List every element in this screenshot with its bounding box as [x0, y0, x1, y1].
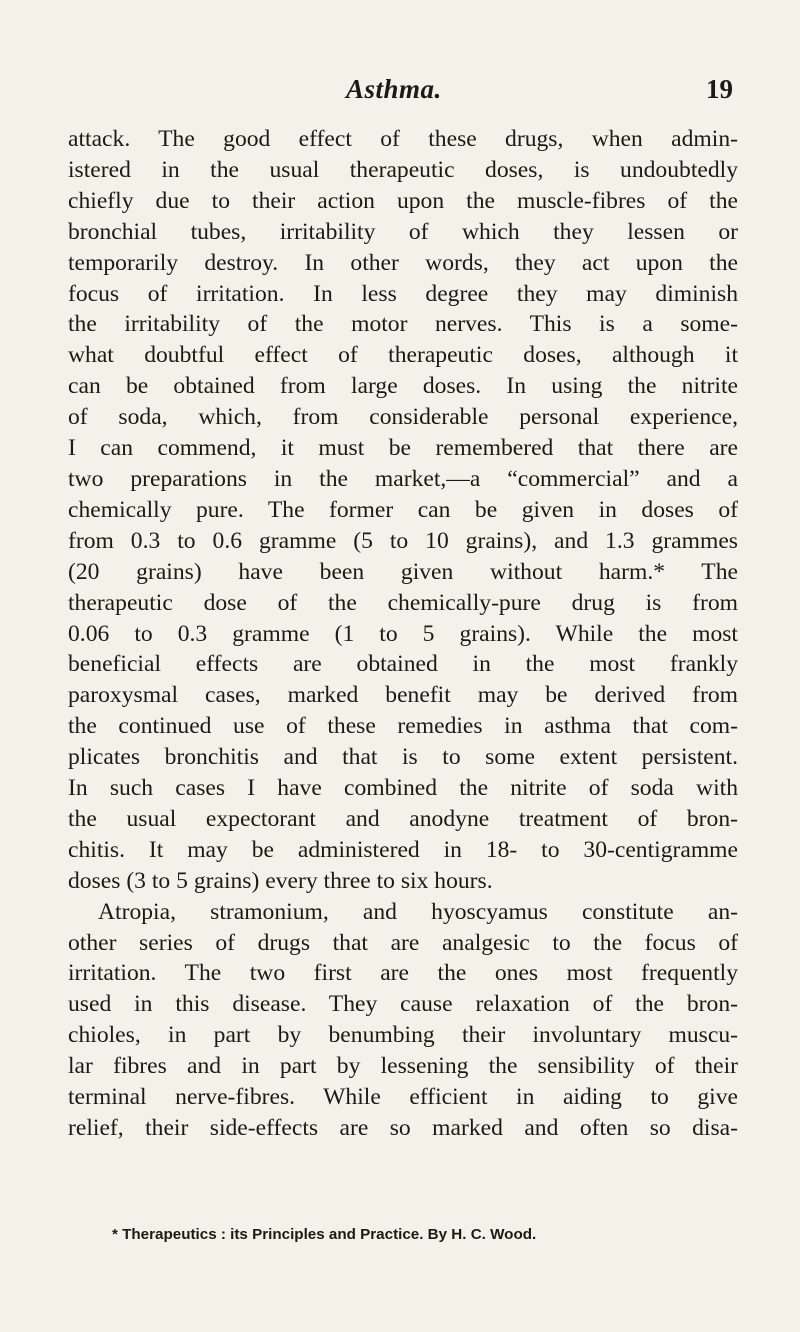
- running-title: Asthma.: [346, 74, 442, 104]
- text-line: plicates bronchitis and that is to some extent persistent.: [68, 744, 738, 771]
- text-line: the usual expectorant and anodyne treatment of bron-: [68, 805, 738, 832]
- text-line: doses (3 to 5 grains) every three to six hours.: [68, 867, 493, 894]
- text-line: what doubtful effect of therapeutic doses, although it: [68, 342, 738, 369]
- text-line: I can commend, it must be remembered that there are: [68, 435, 738, 462]
- text-line: 0.06 to 0.3 gramme (1 to 5 grains). While the most: [68, 620, 738, 647]
- text-line: terminal nerve-fibres. While efficient in aiding to give: [68, 1084, 738, 1111]
- text-line: irritation. The two first are the ones most frequently: [68, 960, 738, 987]
- text-line: lar fibres and in part by lessening the sensibility of their: [68, 1053, 738, 1080]
- text-line: the continued use of these remedies in asthma that com-: [68, 713, 738, 740]
- text-line: the irritability of the motor nerves. This is a some-: [68, 311, 738, 338]
- body-text: [68, 124, 738, 1144]
- text-line: used in this disease. They cause relaxation of the bron-: [68, 991, 738, 1018]
- text-line: chioles, in part by benumbing their involuntary muscu-: [68, 1022, 738, 1049]
- text-line: attack. The good effect of these drugs, when admin-: [68, 126, 738, 152]
- page-number: 19: [706, 74, 733, 104]
- text-line: paroxysmal cases, marked benefit may be derived from: [68, 682, 738, 709]
- paragraph-2: [68, 897, 738, 1144]
- paragraph-1: [68, 124, 738, 897]
- text-line: Atropia, stramonium, and hyoscyamus constitute an-: [98, 898, 738, 925]
- text-line: other series of drugs that are analgesic to the focus of: [68, 929, 738, 956]
- text-line: chitis. It may be administered in 18- to 30-centigramme: [68, 836, 738, 863]
- text-line: of soda, which, from considerable personal experience,: [68, 404, 738, 431]
- text-line: istered in the usual therapeutic doses, is undoubtedly: [68, 156, 738, 183]
- text-line: from 0.3 to 0.6 gramme (5 to 10 grains), and 1.3 grammes: [68, 527, 738, 554]
- page-header: [0, 74, 800, 114]
- text-line: In such cases I have combined the nitrite of soda with: [68, 775, 738, 802]
- text-line: two preparations in the market,—a “commercial” and a: [68, 465, 738, 492]
- text-line: can be obtained from large doses. In using the nitrite: [68, 373, 738, 400]
- text-line: bronchial tubes, irritability of which they lessen or: [68, 218, 738, 245]
- text-line: focus of irritation. In less degree they may diminish: [68, 280, 738, 307]
- text-line: temporarily destroy. In other words, they act upon the: [68, 249, 738, 276]
- text-line: (20 grains) have been given without harm.* The: [68, 558, 738, 585]
- text-line: chemically pure. The former can be given in doses of: [68, 496, 738, 523]
- text-line: therapeutic dose of the chemically-pure drug is from: [68, 589, 738, 616]
- footnote: * Therapeutics : its Principles and Practice. By H. C. Wood.: [112, 1226, 537, 1243]
- text-line: beneficial effects are obtained in the most frankly: [68, 651, 738, 678]
- text-line: relief, their side-effects are so marked and often so disa-: [68, 1115, 738, 1141]
- text-line: chiefly due to their action upon the muscle-fibres of the: [68, 187, 738, 214]
